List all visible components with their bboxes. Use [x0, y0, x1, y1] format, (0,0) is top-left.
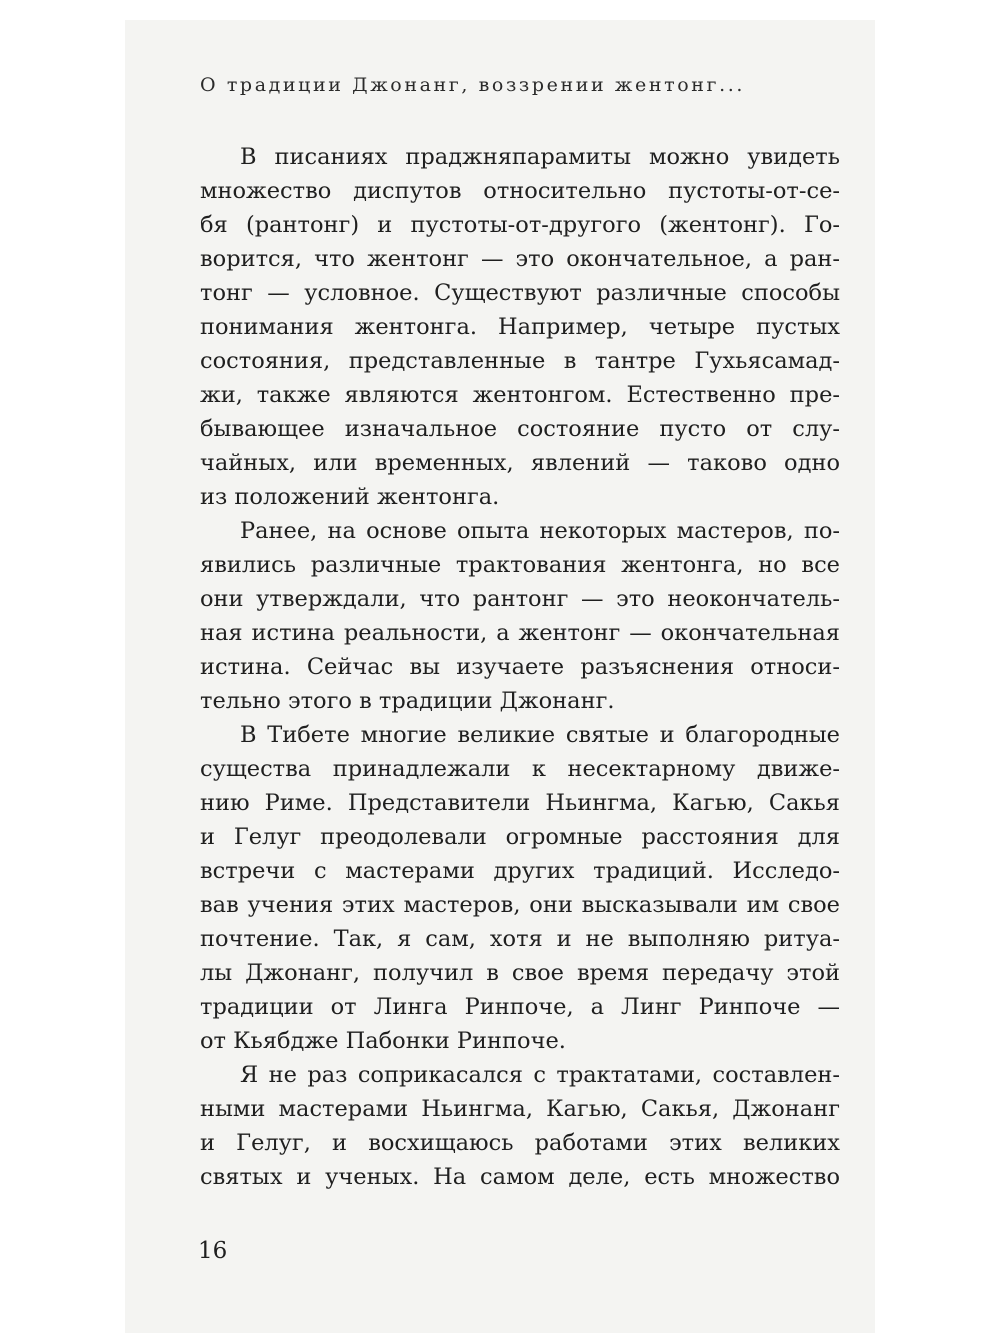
text-line: ными мастерами Ньингма, Кагью, Сакья, Джонанг: [200, 1096, 840, 1122]
text-line: ворится, что жентонг — это окончательное, а ран-: [200, 246, 840, 272]
text-line: В писаниях праджняпарамиты можно увидеть: [240, 144, 840, 170]
text-line: состояния, представленные в тантре Гухьясамад-: [200, 348, 840, 374]
text-line: Ранее, на основе опыта некоторых мастеров, по-: [240, 518, 840, 544]
text-line: вав учения этих мастеров, они высказывали им свое: [200, 892, 840, 918]
text-line: чайных, или временных, явлений — таково одно: [200, 450, 840, 476]
text-line: множество диспутов относительно пустоты-от-се-: [200, 178, 840, 204]
text-line: почтение. Так, я сам, хотя и не выполняю ритуа-: [200, 926, 840, 952]
text-line: из положений жентонга.: [200, 484, 500, 510]
text-line: истина. Сейчас вы изучаете разъяснения относи-: [200, 654, 840, 680]
paragraph: [200, 1058, 840, 1194]
text-line: ная истина реальности, а жентонг — окончательная: [200, 620, 840, 646]
text-line: существа принадлежали к несектарному движе-: [200, 756, 840, 782]
text-line: нию Риме. Представители Ньингма, Кагью, Сакья: [200, 790, 840, 816]
text-line: явились различные трактования жентонга, но все: [200, 552, 840, 578]
page-number: 16: [198, 1238, 228, 1264]
text-line: Я не раз соприкасался с трактатами, составлен-: [240, 1062, 840, 1088]
text-line: святых и ученых. На самом деле, есть множество: [200, 1164, 840, 1190]
text-line: лы Джонанг, получил в свое время передачу этой: [200, 960, 840, 986]
text-line: В Тибете многие великие святые и благородные: [240, 722, 840, 748]
text-line: жи, также являются жентонгом. Естественно пре-: [200, 382, 840, 408]
text-line: бывающее изначальное состояние пусто от слу-: [200, 416, 840, 442]
text-line: традиции от Линга Ринпоче, а Линг Ринпоче —: [200, 994, 840, 1020]
text-line: бя (рантонг) и пустоты-от-другого (жентонг). Го-: [200, 212, 840, 238]
text-line: и Гелуг преодолевали огромные расстояния для: [200, 824, 840, 850]
paragraph: [200, 718, 840, 1058]
paragraph: [200, 514, 840, 718]
text-line: понимания жентонга. Например, четыре пустых: [200, 314, 840, 340]
running-head: О традиции Джонанг, воззрении жентонг...: [200, 74, 745, 96]
text-line: тонг — условное. Существуют различные способы: [200, 280, 840, 306]
text-line: встречи с мастерами других традиций. Исследо-: [200, 858, 840, 884]
text-line: тельно этого в традиции Джонанг.: [200, 688, 615, 714]
text-line: и Гелуг, и восхищаюсь работами этих великих: [200, 1130, 840, 1156]
text-line: они утверждали, что рантонг — это неокончатель-: [200, 586, 840, 612]
body-text: [200, 140, 840, 1194]
text-line: от Кьябдже Пабонки Ринпоче.: [200, 1028, 566, 1054]
paragraph: [200, 140, 840, 514]
